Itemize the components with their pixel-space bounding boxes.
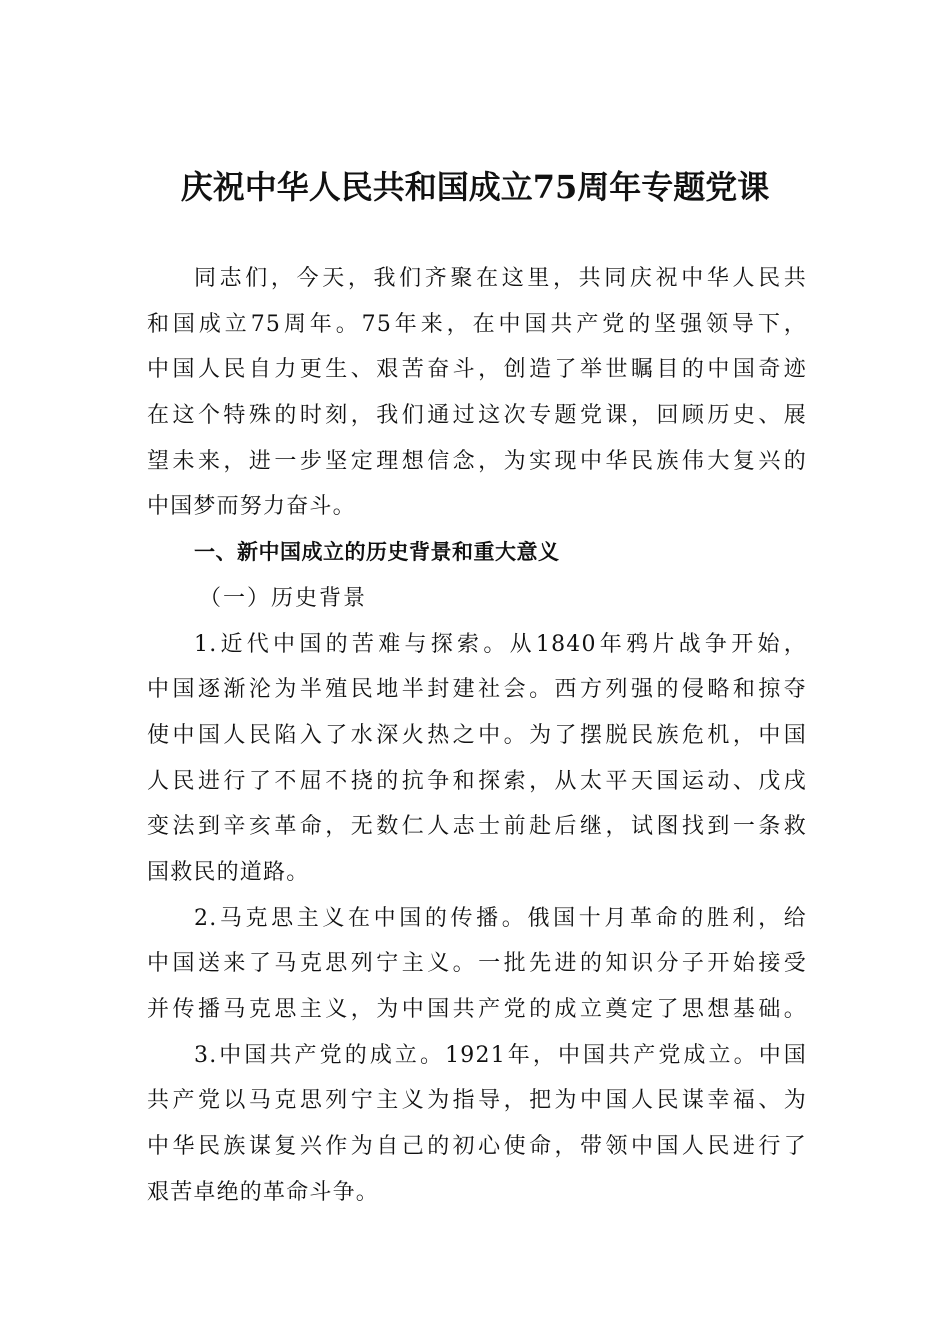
subsection-heading: （一）历史背景 xyxy=(199,585,368,611)
paragraph-line: 3.中国共产党的成立。1921年，中国共产党成立。中国 xyxy=(194,1042,807,1068)
paragraph-line: 在这个特殊的时刻，我们通过这次专题党课，回顾历史、展 xyxy=(147,403,807,429)
paragraph-line: 2.马克思主义在中国的传播。俄国十月革命的胜利，给 xyxy=(194,905,807,931)
paragraph-line: 中国逐渐沦为半殖民地半封建社会。西方列强的侵略和掠夺 xyxy=(147,677,807,703)
document-body xyxy=(147,256,807,1215)
paragraph-line: 望未来，进一步坚定理想信念，为实现中华民族伟大复兴的 xyxy=(147,448,807,474)
paragraph-line: 和国成立75周年。75年来，在中国共产党的坚强领导下， xyxy=(147,311,807,337)
intro-paragraph xyxy=(147,256,807,530)
paragraph-line: 中国人民自力更生、艰苦奋斗，创造了举世瞩目的中国奇迹 xyxy=(147,357,807,383)
paragraph-line: 中华民族谋复兴作为自己的初心使命，带领中国人民进行了 xyxy=(147,1134,807,1160)
section-heading: 一、新中国成立的历史背景和重大意义 xyxy=(194,540,560,565)
item-paragraph-3 xyxy=(147,1033,807,1216)
paragraph-line: 人民进行了不屈不挠的抗争和探索，从太平天国运动、戊戌 xyxy=(147,768,807,794)
item-paragraph-1 xyxy=(147,622,807,896)
item-paragraph-2 xyxy=(147,896,807,1033)
paragraph-line: 使中国人民陷入了水深火热之中。为了摆脱民族危机，中国 xyxy=(147,722,807,748)
paragraph-line: 中国送来了马克思列宁主义。一批先进的知识分子开始接受 xyxy=(147,951,807,977)
paragraph-line: 共产党以马克思列宁主义为指导，把为中国人民谋幸福、为 xyxy=(147,1088,807,1114)
paragraph-line: 并传播马克思主义，为中国共产党的成立奠定了思想基础。 xyxy=(147,997,807,1022)
paragraph-line: 1.近代中国的苦难与探索。从1840年鸦片战争开始， xyxy=(194,631,807,657)
paragraph-line: 同志们，今天，我们齐聚在这里，共同庆祝中华人民共 xyxy=(194,266,807,291)
paragraph-line: 中国梦而努力奋斗。 xyxy=(147,494,356,520)
paragraph-line: 艰苦卓绝的革命斗争。 xyxy=(147,1179,380,1205)
paragraph-line: 国救民的道路。 xyxy=(147,859,310,885)
document-title: 庆祝中华人民共和国成立75周年专题党课 xyxy=(180,168,770,206)
paragraph-line: 变法到辛亥革命，无数仁人志士前赴后继，试图找到一条救 xyxy=(147,814,807,840)
